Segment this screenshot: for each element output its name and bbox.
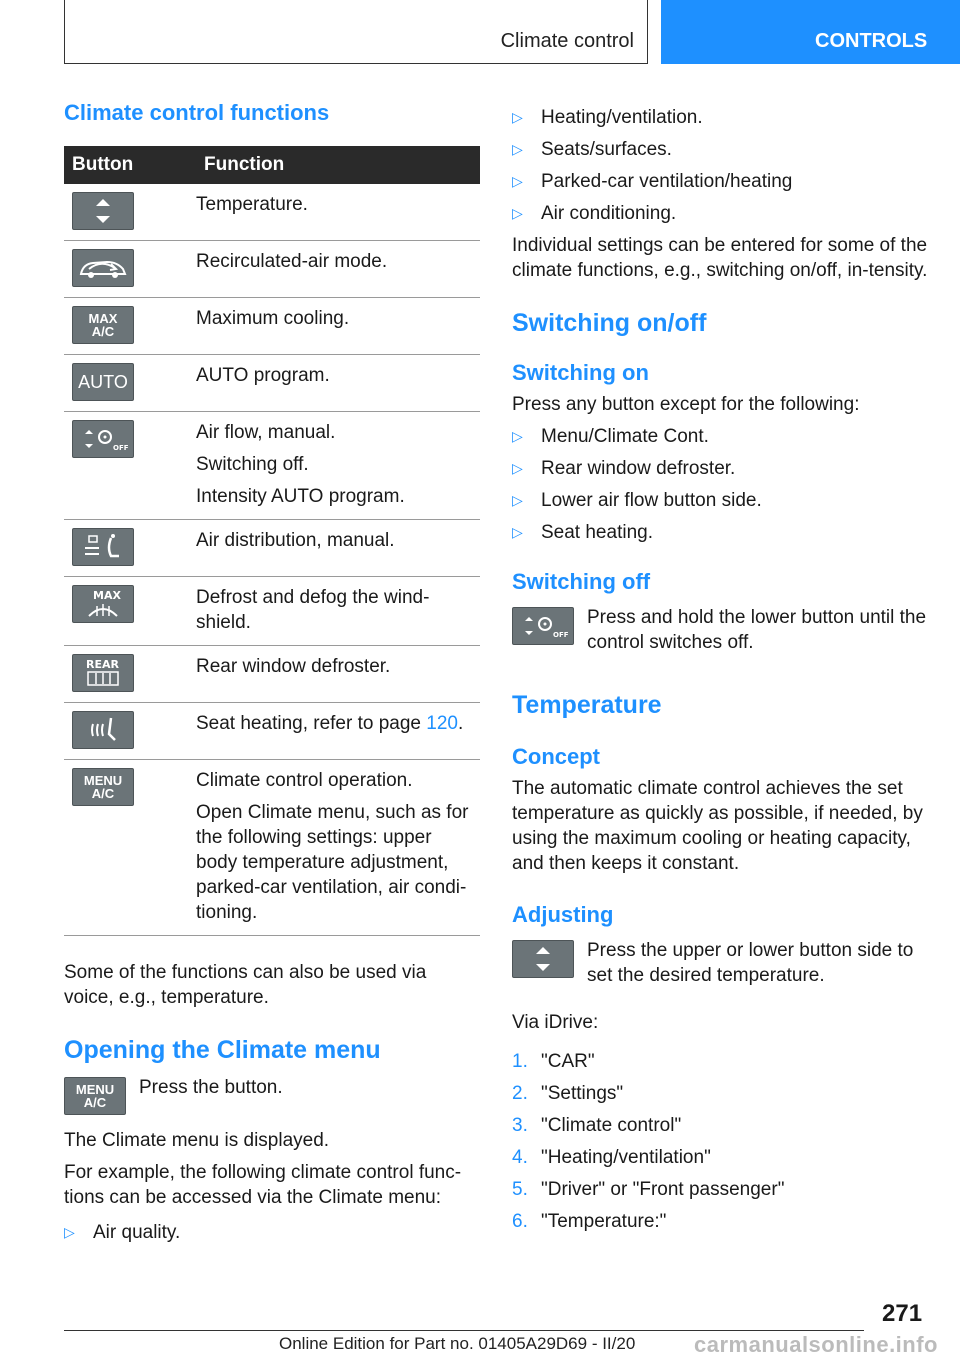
concept-heading: Concept: [512, 744, 600, 769]
individual-settings-text: Individual settings can be entered for some of the climate functions, e.g., switching on/off, in-tensity.: [512, 235, 928, 281]
auto-icon: AUTO: [72, 363, 134, 401]
header-chapter-tab: [661, 0, 960, 64]
voice-note: Some of the functions can also be used via voice, e.g., temperature.: [64, 962, 427, 1008]
table-header-function: Function: [196, 146, 480, 184]
menu-displayed-text: The Climate menu is displayed.: [64, 1130, 330, 1151]
row-text: Temperature.: [196, 194, 308, 215]
table-row: [64, 577, 480, 646]
menu-press-row: [64, 1075, 480, 1115]
rear-defroster-icon: [72, 654, 134, 692]
list-item: ▷ Seats/surfaces.: [512, 139, 672, 160]
temperature-rocker-icon: [512, 940, 574, 978]
menu-ac-icon: MENU A/C: [72, 768, 134, 806]
list-item: ▷ Menu/Climate Cont.: [512, 426, 709, 447]
row-text: Switching off.: [196, 454, 309, 475]
list-item: 6. "Temperature:": [512, 1211, 667, 1232]
list-item: ▷ Seat heating.: [512, 522, 653, 543]
switching-off-text: Press and hold the lower button until the control switches off.: [587, 607, 927, 653]
list-item: 1. "CAR": [512, 1051, 595, 1072]
header-chapter-label: CONTROLS: [815, 30, 928, 52]
row-text: Climate control operation.: [196, 770, 413, 791]
fan-off-icon: [512, 607, 574, 645]
list-item: 4. "Heating/ventilation": [512, 1147, 711, 1168]
row-text: Recirculated-air mode.: [196, 251, 388, 272]
list-item: ▷ Rear window defroster.: [512, 458, 736, 479]
table-row: [64, 520, 480, 577]
menu-press-text: Press the button.: [139, 1077, 283, 1098]
table-header-row: [64, 146, 480, 184]
list-item: ▷ Air quality.: [64, 1222, 181, 1243]
footer-divider: [64, 1330, 864, 1331]
page-number: 271: [882, 1300, 923, 1327]
list-item: 5. "Driver" or "Front passenger": [512, 1179, 785, 1200]
via-idrive-text: Via iDrive:: [512, 1012, 599, 1033]
switching-off-row: [512, 605, 928, 655]
max-defrost-icon: [72, 585, 134, 623]
page-ref-link[interactable]: 120: [426, 713, 458, 734]
row-text: Seat heating, refer to page 120.: [196, 713, 464, 734]
table-row: [64, 298, 480, 355]
row-text: AUTO program.: [196, 365, 330, 386]
svg-text:REAR: REAR: [86, 658, 119, 671]
table-row: [64, 241, 480, 298]
row-text: Open Climate menu, such as for the following settings: upper body temperature adjustment, parked-car ventilation, air condi-tioning.: [196, 802, 469, 923]
list-item: 3. "Climate control": [512, 1115, 682, 1136]
list-item: ▷ Heating/ventilation.: [512, 107, 703, 128]
adjusting-heading: Adjusting: [512, 902, 614, 927]
table-row: [64, 412, 480, 520]
recirculated-air-icon: [72, 249, 134, 287]
switching-on-heading: Switching on: [512, 360, 649, 385]
fan-off-icon: [72, 420, 134, 458]
functions-heading: Climate control functions: [64, 100, 330, 125]
table-row: [64, 646, 480, 703]
seat-heating-icon: [72, 711, 134, 749]
air-distribution-icon: [72, 528, 134, 566]
list-item: ▷ Lower air flow button side.: [512, 490, 762, 511]
svg-text:MAX: MAX: [93, 589, 121, 602]
row-text: Air flow, manual.: [196, 422, 336, 443]
functions-table: [64, 146, 480, 936]
table-row: [64, 184, 480, 241]
max-ac-icon: MAX A/C: [72, 306, 134, 344]
switching-heading: Switching on/off: [512, 309, 707, 337]
row-text: Maximum cooling.: [196, 308, 350, 329]
footer-edition: Online Edition for Part no. 01405A29D69 - II/20: [279, 1334, 636, 1353]
temperature-rocker-icon: [72, 192, 134, 230]
right-column: [512, 100, 928, 1234]
switching-off-heading: Switching off: [512, 569, 651, 594]
row-text: Defrost and defog the wind-shield.: [196, 587, 430, 633]
svg-text:OFF: OFF: [553, 631, 569, 639]
menu-example-text: For example, the following climate control func-tions can be accessed via the Climate menu:: [64, 1162, 462, 1208]
adjusting-row: [512, 938, 928, 988]
concept-text: The automatic climate control achieves the set temperature as quickly as possible, if needed, by using the maximum cooling or heating capacity, and then keeps it constant.: [512, 778, 923, 874]
table-row: [64, 760, 480, 936]
svg-text:OFF: OFF: [113, 444, 129, 452]
switching-on-text: Press any button except for the following:: [512, 394, 860, 415]
row-text: Rear window defroster.: [196, 656, 391, 677]
row-text: Air distribution, manual.: [196, 530, 395, 551]
menu-ac-icon: MENU A/C: [64, 1077, 126, 1115]
adjusting-text: Press the upper or lower button side to set the desired temperature.: [587, 940, 914, 986]
menu-heading: Opening the Climate menu: [64, 1036, 381, 1064]
temperature-heading: Temperature: [512, 691, 662, 719]
left-column: [64, 100, 480, 1245]
row-text: Intensity AUTO program.: [196, 486, 405, 507]
list-item: 2. "Settings": [512, 1083, 624, 1104]
list-item: ▷ Parked-car ventilation/heating: [512, 171, 793, 192]
table-row: [64, 355, 480, 412]
table-row: [64, 703, 480, 760]
footer-watermark: carmanualsonline.info: [694, 1332, 938, 1357]
table-header-button: Button: [64, 146, 196, 184]
list-item: ▷ Air conditioning.: [512, 203, 677, 224]
header-section-title: Climate control: [500, 30, 634, 52]
